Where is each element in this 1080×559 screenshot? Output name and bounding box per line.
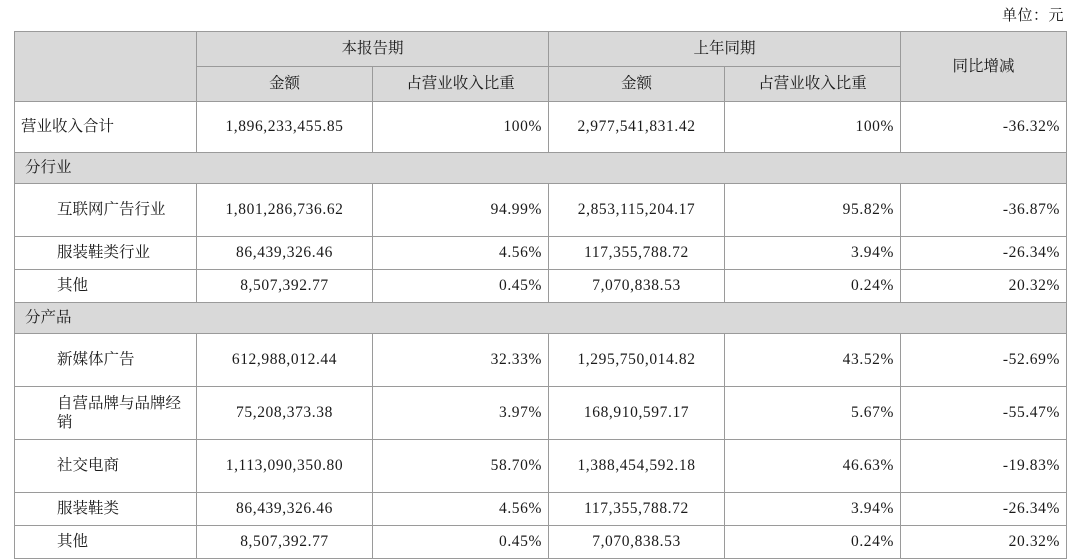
header-change: 同比增减 bbox=[901, 32, 1067, 102]
table-row bbox=[15, 440, 1067, 493]
row-current-share: 32.33% bbox=[373, 334, 549, 387]
section-row-industry bbox=[15, 153, 1067, 184]
row-prior-share: 0.24% bbox=[725, 270, 901, 303]
row-current-share: 94.99% bbox=[373, 184, 549, 237]
row-current-share: 100% bbox=[373, 102, 549, 153]
row-label: 服装鞋类 bbox=[15, 493, 197, 526]
row-label: 互联网广告行业 bbox=[15, 184, 197, 237]
revenue-breakdown-table bbox=[14, 31, 1067, 559]
row-current-amount: 8,507,392.77 bbox=[197, 270, 373, 303]
row-label: 社交电商 bbox=[15, 440, 197, 493]
row-current-share: 58.70% bbox=[373, 440, 549, 493]
table-body bbox=[15, 102, 1067, 559]
table-row bbox=[15, 102, 1067, 153]
row-prior-amount: 7,070,838.53 bbox=[549, 526, 725, 559]
row-current-amount: 1,801,286,736.62 bbox=[197, 184, 373, 237]
row-current-amount: 86,439,326.46 bbox=[197, 493, 373, 526]
row-change: -26.34% bbox=[901, 237, 1067, 270]
row-label: 其他 bbox=[15, 526, 197, 559]
row-prior-amount: 2,853,115,204.17 bbox=[549, 184, 725, 237]
row-current-share: 3.97% bbox=[373, 387, 549, 440]
table-row bbox=[15, 387, 1067, 440]
section-row-product bbox=[15, 303, 1067, 334]
header-current-period: 本报告期 bbox=[197, 32, 549, 67]
row-current-amount: 612,988,012.44 bbox=[197, 334, 373, 387]
row-prior-share: 3.94% bbox=[725, 237, 901, 270]
header-prior-period: 上年同期 bbox=[549, 32, 901, 67]
table-row bbox=[15, 184, 1067, 237]
row-label: 新媒体广告 bbox=[15, 334, 197, 387]
row-change: -19.83% bbox=[901, 440, 1067, 493]
table-row bbox=[15, 270, 1067, 303]
row-change: -36.32% bbox=[901, 102, 1067, 153]
row-prior-amount: 168,910,597.17 bbox=[549, 387, 725, 440]
table-row bbox=[15, 334, 1067, 387]
row-prior-amount: 117,355,788.72 bbox=[549, 237, 725, 270]
row-prior-share: 3.94% bbox=[725, 493, 901, 526]
header-row-top bbox=[15, 32, 1067, 67]
row-prior-share: 46.63% bbox=[725, 440, 901, 493]
row-prior-amount: 2,977,541,831.42 bbox=[549, 102, 725, 153]
row-current-amount: 75,208,373.38 bbox=[197, 387, 373, 440]
row-current-share: 4.56% bbox=[373, 237, 549, 270]
row-current-share: 0.45% bbox=[373, 270, 549, 303]
table-row bbox=[15, 237, 1067, 270]
row-prior-share: 95.82% bbox=[725, 184, 901, 237]
table-row bbox=[15, 526, 1067, 559]
row-prior-share: 43.52% bbox=[725, 334, 901, 387]
row-label: 营业收入合计 bbox=[15, 102, 197, 153]
row-prior-amount: 1,388,454,592.18 bbox=[549, 440, 725, 493]
row-change: 20.32% bbox=[901, 270, 1067, 303]
row-current-share: 0.45% bbox=[373, 526, 549, 559]
header-prior-share: 占营业收入比重 bbox=[725, 67, 901, 102]
row-current-share: 4.56% bbox=[373, 493, 549, 526]
row-change: 20.32% bbox=[901, 526, 1067, 559]
row-prior-amount: 7,070,838.53 bbox=[549, 270, 725, 303]
row-change: -36.87% bbox=[901, 184, 1067, 237]
header-current-share: 占营业收入比重 bbox=[373, 67, 549, 102]
header-corner-blank bbox=[15, 32, 197, 102]
row-label: 服装鞋类行业 bbox=[15, 237, 197, 270]
row-change: -52.69% bbox=[901, 334, 1067, 387]
section-label: 分行业 bbox=[15, 153, 1067, 184]
row-current-amount: 1,113,090,350.80 bbox=[197, 440, 373, 493]
unit-note: 单位：元 bbox=[1001, 8, 1064, 24]
row-current-amount: 8,507,392.77 bbox=[197, 526, 373, 559]
row-current-amount: 1,896,233,455.85 bbox=[197, 102, 373, 153]
row-prior-share: 0.24% bbox=[725, 526, 901, 559]
row-prior-amount: 1,295,750,014.82 bbox=[549, 334, 725, 387]
row-change: -26.34% bbox=[901, 493, 1067, 526]
row-label: 自营品牌与品牌经销 bbox=[15, 387, 197, 440]
header-current-amount: 金额 bbox=[197, 67, 373, 102]
row-prior-share: 5.67% bbox=[725, 387, 901, 440]
row-prior-amount: 117,355,788.72 bbox=[549, 493, 725, 526]
row-label: 其他 bbox=[15, 270, 197, 303]
table-row bbox=[15, 493, 1067, 526]
row-current-amount: 86,439,326.46 bbox=[197, 237, 373, 270]
section-label: 分产品 bbox=[15, 303, 1067, 334]
header-prior-amount: 金额 bbox=[549, 67, 725, 102]
row-change: -55.47% bbox=[901, 387, 1067, 440]
table-header bbox=[15, 32, 1067, 102]
row-prior-share: 100% bbox=[725, 102, 901, 153]
